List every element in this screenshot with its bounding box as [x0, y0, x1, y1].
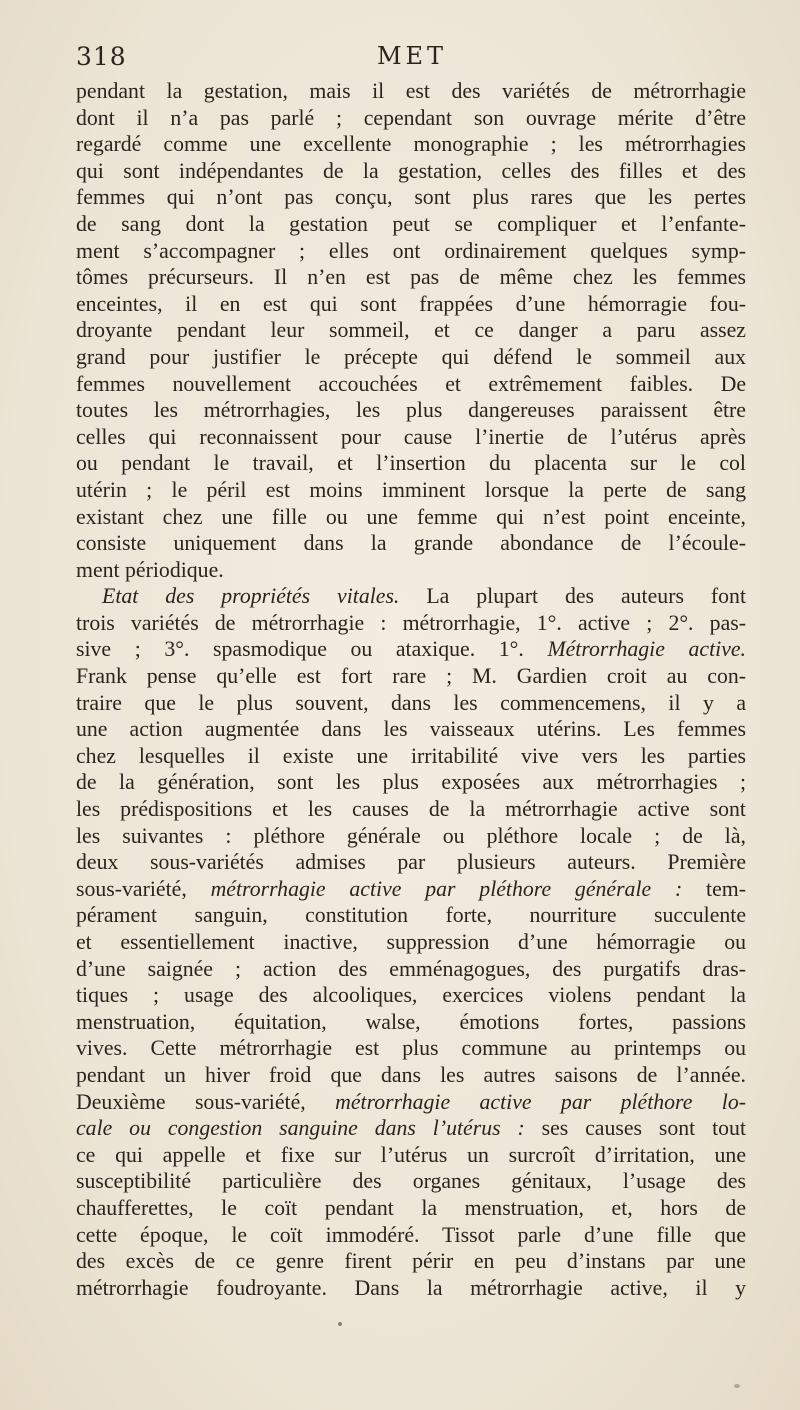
text-line: [76, 876, 746, 903]
text-run: chaufferettes, le coït pendant la menstruation, et, hors de: [76, 1195, 746, 1220]
italic-run: métrorrhagie active par pléthore lo-: [335, 1089, 746, 1114]
text-run: sous-variété,: [76, 876, 211, 901]
text-line: [76, 105, 746, 132]
ink-speck: [338, 1322, 342, 1326]
text-line: [76, 1089, 746, 1116]
text-run: trois variétés de métrorrhagie : métrorrhagie, 1°. active ; 2°. pas-: [76, 610, 746, 635]
text-line: [76, 158, 746, 185]
text-run: métrorrhagie foudroyante. Dans la métrorrhagie active, il y: [76, 1275, 746, 1300]
text-line: [76, 1275, 746, 1302]
text-line: [76, 982, 746, 1009]
text-line: [76, 184, 746, 211]
text-line: [76, 823, 746, 850]
text-run: d’une saignée ; action des emménagogues, des purgatifs dras-: [76, 956, 746, 981]
body-text: [76, 78, 746, 1301]
text-line: [76, 211, 746, 238]
text-run: de sang dont la gestation peut se compliquer et l’enfante-: [76, 211, 746, 236]
text-run: enceintes, il en est qui sont frappées d’une hémorragie fou-: [76, 291, 746, 316]
text-run: Frank pense qu’elle est fort rare ; M. Gardien croit au con-: [76, 664, 746, 689]
text-line: [76, 238, 746, 265]
text-run: grand pour justifier le précepte qui défend le sommeil aux: [76, 344, 746, 369]
text-run: utérin ; le péril est moins imminent lorsque la perte de sang: [76, 477, 746, 502]
text-line: [76, 743, 746, 770]
text-line: [76, 796, 746, 823]
text-line: [76, 504, 746, 531]
text-run: regardé comme une excellente monographie ; les métrorrhagies: [76, 132, 746, 157]
text-run: les prédispositions et les causes de la métrorrhagie active sont: [76, 797, 746, 822]
text-run: consiste uniquement dans la grande abondance de l’écoule-: [76, 531, 746, 556]
text-run: existant chez une fille ou une femme qui n’est point enceinte,: [76, 504, 746, 529]
text-line: [76, 371, 746, 398]
text-line: [76, 1062, 746, 1089]
text-run: tem-: [682, 876, 746, 901]
ink-speck: [734, 1384, 740, 1388]
text-run: tômes précurseurs. Il n’en est pas de même chez les femmes: [76, 265, 746, 290]
text-run: droyante pendant leur sommeil, et ce danger a paru assez: [76, 318, 746, 343]
text-line: [76, 690, 746, 717]
text-line: [76, 424, 746, 451]
text-line: [76, 344, 746, 371]
text-line: [76, 78, 746, 105]
text-line: [76, 317, 746, 344]
text-run: des excès de ce genre firent périr en peu d’instans par une: [76, 1249, 746, 1274]
text-line: [76, 1195, 746, 1222]
running-head: MET: [376, 42, 448, 70]
text-run: celles qui reconnaissent pour cause l’inertie de l’utérus après: [76, 424, 746, 449]
text-run: menstruation, équitation, walse, émotions fortes, passions: [76, 1009, 746, 1034]
text-run: une action augmentée dans les vaisseaux utérins. Les femmes: [76, 717, 746, 742]
text-run: ce qui appelle et fixe sur l’utérus un surcroît d’irritation, une: [76, 1142, 746, 1167]
text-run: chez lesquelles il existe une irritabilité vive vers les parties: [76, 743, 746, 768]
text-run: femmes nouvellement accouchées et extrêmement faibles. De: [76, 371, 746, 396]
text-run: traire que le plus souvent, dans les commencemens, il y a: [76, 690, 746, 715]
text-line: [76, 636, 746, 663]
text-line: [76, 956, 746, 983]
text-run: dont il n’a pas parlé ; cependant son ouvrage mérite d’être: [76, 105, 746, 130]
page-number: 318: [76, 42, 127, 71]
text-line: [76, 902, 746, 929]
text-line: [76, 663, 746, 690]
text-line: [76, 291, 746, 318]
text-line: [76, 716, 746, 743]
text-run: les suivantes : pléthore générale ou pléthore locale ; de là,: [76, 823, 746, 848]
text-run: sive ; 3°. spasmodique ou ataxique. 1°.: [76, 637, 548, 662]
text-run: ment s’accompagner ; elles ont ordinairement quelques symp-: [76, 238, 746, 263]
text-line: [76, 610, 746, 637]
text-run: de la génération, sont les plus exposées aux métrorrhagies ;: [76, 770, 746, 795]
italic-run: cale ou congestion sanguine dans l’utérus :: [76, 1116, 525, 1141]
text-line: [76, 1248, 746, 1275]
text-run: pendant la gestation, mais il est des variétés de métrorrhagie: [76, 79, 746, 103]
text-line: [76, 769, 746, 796]
text-line: [76, 849, 746, 876]
italic-run: métrorrhagie active par pléthore générale :: [210, 876, 683, 901]
text-line: [76, 1035, 746, 1062]
italic-run: Etat des propriétés vitales.: [102, 584, 400, 609]
text-run: femmes qui n’ont pas conçu, sont plus rares que les pertes: [76, 185, 746, 210]
text-line: [76, 1115, 746, 1142]
text-run: ou pendant le travail, et l’insertion du placenta sur le col: [76, 451, 746, 476]
text-line: [76, 450, 746, 477]
text-line: [76, 131, 746, 158]
text-line: [76, 929, 746, 956]
text-run: ses causes sont tout: [524, 1116, 746, 1141]
text-run: qui sont indépendantes de la gestation, celles des filles et des: [76, 158, 746, 183]
text-line: [76, 397, 746, 424]
text-run: pendant un hiver froid que dans les autres saisons de l’année.: [76, 1062, 746, 1087]
text-run: cette époque, le coït immodéré. Tissot parle d’une fille que: [76, 1222, 746, 1247]
text-line: [76, 1142, 746, 1169]
text-line: [76, 1168, 746, 1195]
text-line: [76, 1009, 746, 1036]
text-run: Deuxième sous-variété,: [76, 1089, 336, 1114]
text-line: [76, 583, 746, 610]
text-line: [76, 1222, 746, 1249]
page-header: [76, 42, 748, 78]
italic-run: Métrorrhagie active.: [547, 637, 746, 662]
text-run: vives. Cette métrorrhagie est plus commune au printemps ou: [76, 1036, 746, 1061]
text-run: toutes les métrorrhagies, les plus dangereuses paraissent être: [76, 398, 746, 423]
text-run: tiques ; usage des alcooliques, exercices violens pendant la: [76, 983, 746, 1008]
text-run: susceptibilité particulière des organes génitaux, l’usage des: [76, 1169, 746, 1194]
text-run: ment périodique.: [76, 557, 224, 582]
text-run: pérament sanguin, constitution forte, nourriture succulente: [76, 903, 746, 928]
text-run: La plupart des auteurs font: [399, 584, 746, 609]
text-line: [76, 477, 746, 504]
text-run: et essentiellement inactive, suppression d’une hémorragie ou: [76, 930, 746, 954]
text-line: [76, 557, 746, 584]
text-line: [76, 530, 746, 557]
text-run: deux sous-variétés admises par plusieurs auteurs. Première: [76, 850, 746, 875]
text-line: [76, 264, 746, 291]
